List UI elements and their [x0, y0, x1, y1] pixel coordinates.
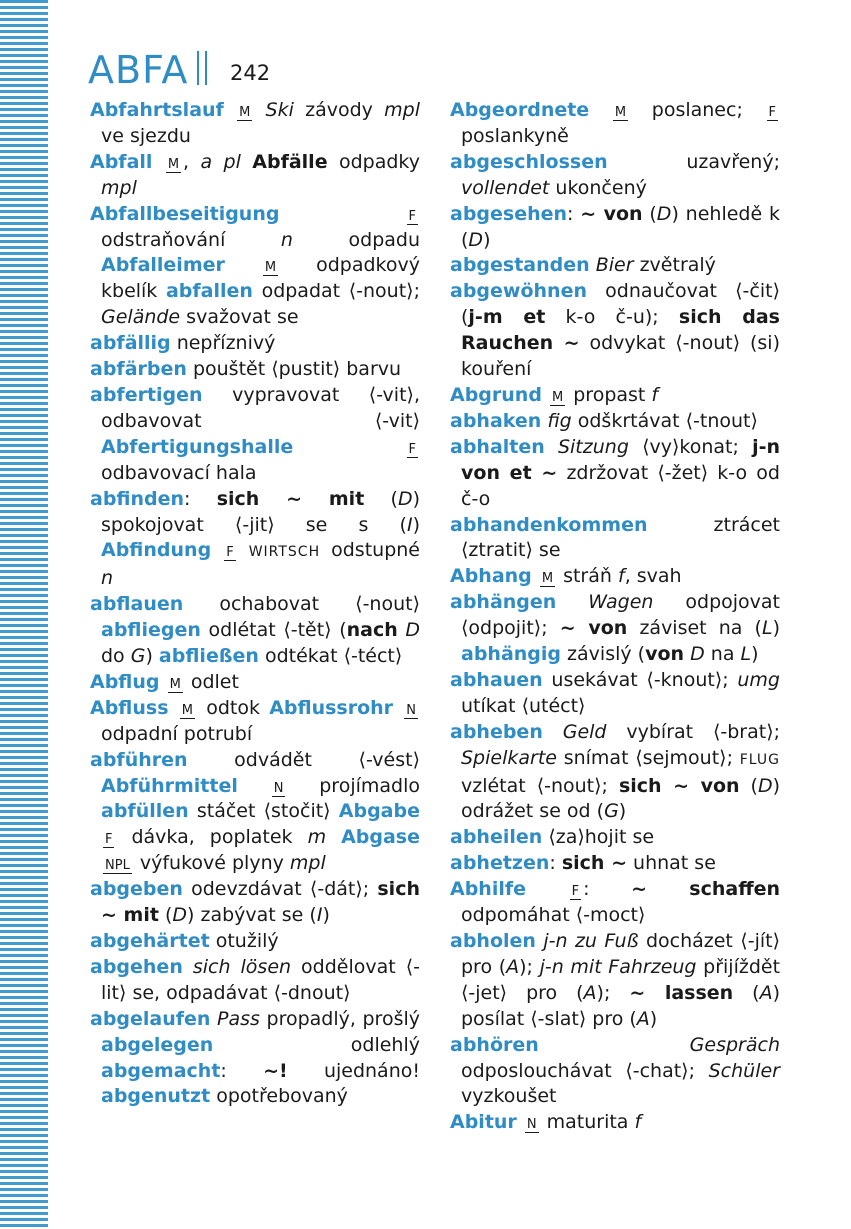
- entry-text: poslankyně: [461, 124, 569, 147]
- headword: abgeben: [90, 878, 183, 901]
- dictionary-entry: [90, 357, 420, 383]
- dictionary-entry: [90, 955, 420, 1007]
- gender-box: F: [408, 441, 416, 457]
- headword: abführen: [90, 748, 188, 771]
- dictionary-entry: [90, 929, 420, 955]
- entry-text: přijíždět ⟨-jet⟩ pro (: [461, 955, 781, 1004]
- entry-text: k-o č-u);: [545, 306, 679, 329]
- entry-text: odlétat ⟨-tět⟩ (: [200, 619, 347, 642]
- bold-phrase: sich ~ von: [618, 774, 740, 797]
- left-column: [90, 98, 420, 1110]
- entry-text: [293, 436, 404, 458]
- headword: abfüllen: [101, 800, 189, 823]
- bold-phrase: ~ von: [559, 617, 628, 640]
- entry-text: :: [583, 878, 632, 901]
- italic-text: Sitzung: [557, 435, 629, 458]
- page-number: 242: [230, 61, 271, 85]
- entry-text: ) zabývat se (: [187, 904, 317, 927]
- gender-box: F: [571, 884, 580, 900]
- entry-text: vypravovat ⟨-vit⟩, odbavovat ⟨-vit⟩: [101, 383, 420, 432]
- entry-text: poslanec;: [630, 99, 765, 121]
- entry-text: výfukové plyny: [133, 852, 290, 875]
- italic-text: f: [651, 383, 659, 406]
- dictionary-entry: [90, 487, 420, 593]
- entry-text: [211, 539, 222, 561]
- italic-text: D: [468, 228, 484, 251]
- headword: abfinden: [90, 487, 185, 510]
- headword: abgehen: [90, 955, 183, 978]
- entry-text: vzlétat ⟨-nout⟩;: [461, 774, 619, 797]
- headword: abhaken: [450, 409, 542, 432]
- italic-text: I: [316, 904, 323, 927]
- bold-phrase: sich das Rauchen ~: [461, 306, 780, 355]
- entry-text: (: [733, 981, 760, 1004]
- entry-text: [225, 254, 261, 276]
- entry-text: [326, 826, 341, 848]
- gender-box: M: [614, 105, 627, 120]
- headword: abhängig: [461, 643, 562, 666]
- headword: Abflug: [90, 670, 160, 693]
- italic-text: m: [307, 826, 327, 849]
- dictionary-entry: [450, 1110, 780, 1136]
- entry-text: opotřebovaný: [210, 1085, 348, 1108]
- italic-text: Gelände: [101, 306, 181, 329]
- headword: Abhang: [450, 565, 532, 588]
- dictionary-entry: [450, 929, 780, 1033]
- dictionary-entry: [90, 98, 420, 150]
- headword: Abfalleimer: [101, 254, 225, 277]
- italic-text: Wagen: [588, 591, 654, 614]
- entry-text: [183, 956, 193, 978]
- entry-text: ) spokojovat ⟨-jit⟩ se s (: [101, 487, 421, 536]
- headword: abgehärtet: [90, 930, 210, 952]
- italic-text: Ski: [265, 99, 294, 121]
- entry-text: odposlouchávat ⟨-chat⟩;: [461, 1059, 709, 1082]
- italic-text: D: [757, 774, 773, 797]
- entry-text: (: [158, 904, 173, 927]
- entry-text: ) posílat ⟨-slat⟩ pro (: [461, 981, 780, 1030]
- italic-text: mpl: [384, 99, 421, 121]
- entry-text: projímadlo: [287, 774, 421, 797]
- italic-text: Spielkarte: [461, 746, 557, 769]
- bold-phrase: sich ~: [561, 852, 627, 875]
- bold-phrase: ~ lassen: [629, 981, 734, 1004]
- italic-text: G: [130, 645, 146, 668]
- gender-box: N: [406, 702, 416, 718]
- headword: abgenutzt: [101, 1085, 211, 1108]
- headword: Abfahrtslauf: [90, 99, 224, 121]
- entry-text: (: [739, 774, 758, 797]
- entry-text: snímat ⟨sejmout⟩;: [556, 746, 740, 769]
- entry-text: ): [649, 1007, 658, 1030]
- headword: Abhilfe: [450, 878, 527, 901]
- italic-text: A: [583, 981, 597, 1004]
- entry-text: pouštět ⟨pustit⟩ barvu: [186, 358, 402, 381]
- dictionary-entry: [450, 564, 780, 590]
- entry-text: ): [618, 800, 627, 823]
- entry-text: odpomáhat ⟨-moct⟩: [461, 904, 646, 927]
- entry-text: [393, 697, 402, 719]
- entry-text: propast: [567, 383, 652, 406]
- dictionary-entry: [450, 202, 780, 254]
- entry-text: odvykat ⟨-nout⟩ (si) kouření: [461, 332, 780, 381]
- headword: abhalten: [450, 435, 545, 458]
- dictionary-entry: [450, 409, 780, 435]
- entry-text: [543, 721, 563, 743]
- gender-box: N: [526, 1117, 537, 1133]
- gender-box: M: [167, 156, 180, 172]
- italic-text: Schüler: [708, 1059, 780, 1082]
- entry-text: (: [642, 202, 657, 225]
- headword: abheben: [450, 720, 543, 743]
- italic-text: mpl: [101, 176, 137, 199]
- italic-text: vollendet: [461, 176, 550, 199]
- dictionary-entry: [90, 383, 420, 487]
- gender-box: M: [264, 260, 277, 276]
- headword: abfliegen: [101, 619, 201, 642]
- headword: Abflussrohr: [269, 696, 394, 719]
- headword: abhören: [450, 1033, 539, 1056]
- entry-text: odstraňování: [101, 228, 281, 251]
- entry-text: :: [567, 202, 581, 225]
- bold-phrase: sich ~ mit: [101, 878, 420, 927]
- entry-text: :: [220, 1059, 264, 1082]
- entry-text: (: [364, 487, 398, 510]
- dictionary-entry: [90, 150, 420, 202]
- entry-text: ) nehledě k (: [461, 202, 780, 251]
- dictionary-entry: [450, 877, 780, 929]
- entry-text: odpadkový kbelík: [101, 254, 420, 303]
- headword: abhetzen: [450, 852, 550, 875]
- dictionary-entry: [450, 150, 780, 202]
- entry-text: [556, 591, 588, 613]
- entry-text: odpadat ⟨-nout⟩;: [252, 280, 420, 303]
- italic-text: n: [280, 228, 293, 251]
- entry-text: [532, 565, 538, 587]
- bold-phrase: Abfälle: [252, 150, 328, 173]
- entry-text: uhnat se: [627, 852, 716, 875]
- headword: Abfallbeseitigung: [90, 202, 280, 225]
- entry-text: [238, 539, 249, 561]
- entry-text: [238, 775, 270, 797]
- italic-text: G: [604, 800, 619, 823]
- dictionary-entry: [90, 670, 420, 696]
- entry-text: odbavovací hala: [101, 461, 257, 484]
- entry-text: ujednáno!: [287, 1059, 420, 1082]
- headword: abfließen: [158, 645, 259, 668]
- bold-phrase: j-n von et ~: [461, 435, 780, 484]
- bold-phrase: ~!: [263, 1059, 288, 1082]
- entry-text: odpadky: [327, 150, 421, 173]
- entry-text: odpadu: [292, 228, 421, 251]
- bold-phrase: von: [645, 643, 685, 666]
- italic-text: fig: [547, 409, 572, 432]
- entry-text: odnaučovat ⟨-čit⟩ (: [461, 280, 780, 329]
- headword: abhauen: [450, 668, 543, 691]
- running-head-word: ABFA: [88, 48, 189, 92]
- gender-box: M: [541, 571, 554, 587]
- headword: abgelaufen: [90, 1007, 211, 1030]
- italic-text: j-n mit Fahrzeug: [539, 955, 697, 978]
- italic-text: D: [172, 904, 188, 927]
- entry-text: [169, 697, 178, 719]
- dictionary-entry: [450, 825, 780, 851]
- headword: Abfluss: [90, 696, 169, 719]
- bold-phrase: ~ von: [580, 202, 643, 225]
- gender-box: NPL: [105, 858, 130, 874]
- entry-text: odškrtávat ⟨-tnout⟩: [571, 409, 758, 432]
- entry-text: záviset na (: [627, 617, 762, 640]
- headword: abgestanden: [450, 254, 590, 277]
- headword: abgelegen: [101, 1033, 214, 1056]
- italic-text: L: [761, 617, 773, 640]
- headword: Abgeordnete: [450, 99, 590, 121]
- entry-text: ): [322, 904, 330, 927]
- headword: Abfertigungshalle: [101, 435, 294, 458]
- entry-text: odstupné: [320, 539, 420, 562]
- entry-text: ,: [183, 150, 201, 173]
- headword: abgemacht: [101, 1059, 221, 1082]
- headword: abhängen: [450, 591, 557, 614]
- entry-text: [526, 878, 568, 900]
- subject-label: WIRTSCH: [248, 544, 321, 561]
- gender-box: M: [181, 702, 193, 718]
- entry-text: nepříznivý: [170, 332, 276, 355]
- italic-text: L: [740, 643, 752, 666]
- dictionary-entry: [450, 383, 780, 409]
- dictionary-entry: [90, 331, 420, 357]
- italic-text: Pass: [217, 1007, 260, 1030]
- entry-text: vybírat ⟨-brat⟩;: [606, 720, 781, 743]
- headword: Abitur: [450, 1111, 517, 1134]
- headword: abgewöhnen: [450, 280, 587, 303]
- entry-text: ukončený: [549, 176, 647, 199]
- entry-text: [160, 671, 166, 693]
- italic-text: f: [617, 565, 625, 588]
- dictionary-entry: [90, 748, 420, 878]
- gender-box: F: [408, 208, 416, 224]
- entry-text: stáčet ⟨stočit⟩: [188, 800, 339, 823]
- entry-text: ⟨vy⟩konat;: [628, 435, 753, 458]
- gender-box: F: [768, 105, 776, 120]
- dictionary-entry: [450, 98, 780, 150]
- dictionary-entry: [450, 513, 780, 565]
- entry-text: ) odrážet se od (: [461, 774, 780, 823]
- italic-text: Bier: [595, 254, 634, 277]
- dictionary-entry: [450, 435, 780, 513]
- entry-text: [539, 1034, 690, 1056]
- italic-text: f: [634, 1111, 642, 1134]
- entry-text: dávka, poplatek: [116, 826, 308, 849]
- headword: abfärben: [90, 358, 187, 381]
- entry-text: odvádět ⟨-vést⟩: [187, 748, 420, 771]
- entry-text: maturita: [540, 1111, 635, 1134]
- gender-box: M: [551, 389, 564, 405]
- gender-box: F: [105, 832, 113, 848]
- gender-box: M: [239, 105, 251, 120]
- headword: abfertigen: [90, 383, 203, 406]
- entry-text: odlehlý: [213, 1033, 420, 1056]
- dictionary-entry: [450, 720, 780, 826]
- entry-text: :: [184, 487, 217, 510]
- right-column: [450, 98, 780, 1136]
- dictionary-entry: [90, 592, 420, 670]
- dictionary-entry: [90, 877, 420, 929]
- entry-text: závody: [293, 99, 385, 121]
- entry-text: [254, 99, 265, 121]
- italic-text: Gespräch: [689, 1033, 780, 1056]
- entry-text: stráň: [557, 565, 618, 588]
- headword: abfällig: [90, 332, 171, 355]
- entry-text: odlet: [184, 670, 239, 693]
- entry-text: );: [519, 955, 540, 978]
- entry-text: závislý (: [561, 643, 646, 666]
- bold-phrase: j-m et: [468, 306, 546, 329]
- italic-text: D: [690, 643, 705, 666]
- entry-text: vyzkoušet: [461, 1085, 557, 1108]
- entry-text: odtékat ⟨-téct⟩: [258, 645, 403, 668]
- entry-text: [545, 436, 558, 458]
- entry-text: [589, 99, 611, 121]
- entry-text: docházet ⟨-jít⟩ pro (: [461, 930, 780, 978]
- double-bar-separator: [197, 51, 207, 85]
- dictionary-entry: [450, 279, 780, 383]
- headword: abgeschlossen: [450, 150, 608, 173]
- dictionary-entry: [450, 668, 780, 720]
- subject-label: FLUG: [739, 751, 780, 768]
- entry-text: uzavřený;: [607, 150, 780, 173]
- dictionary-entry: [90, 1007, 420, 1111]
- italic-text: Geld: [562, 720, 607, 743]
- entry-text: odtok: [196, 696, 270, 719]
- entry-text: :: [549, 852, 562, 875]
- italic-text: sich lösen: [192, 955, 292, 978]
- gender-box: F: [226, 545, 234, 561]
- entry-text: usekávat ⟨-knout⟩;: [542, 668, 738, 691]
- headword: abflauen: [90, 593, 184, 616]
- italic-text: A: [506, 955, 520, 978]
- entry-text: otužilý: [209, 930, 279, 952]
- decorative-stripe-band: [0, 0, 48, 1229]
- dictionary-entry: [90, 696, 420, 748]
- dictionary-entry: [90, 202, 420, 332]
- entry-text: [241, 151, 252, 173]
- gender-box: M: [169, 676, 181, 692]
- entry-text: ): [483, 228, 491, 251]
- headword: abholen: [450, 930, 536, 952]
- italic-text: D: [656, 202, 672, 225]
- italic-text: a pl: [200, 150, 241, 173]
- entry-text: oddělovat ⟨-lit⟩ se, odpadávat ⟨-dnout⟩: [101, 955, 420, 1004]
- italic-text: j-n zu Fuß: [543, 930, 639, 952]
- bold-phrase: sich ~ mit: [216, 487, 365, 510]
- italic-text: I: [406, 513, 413, 536]
- entry-text: ztrácet ⟨ztratit⟩ se: [461, 513, 780, 562]
- entry-text: ve sjezdu: [101, 124, 191, 147]
- entry-text: [542, 384, 548, 406]
- entry-text: [517, 1111, 523, 1133]
- italic-text: A: [636, 1007, 650, 1030]
- entry-text: [152, 151, 163, 173]
- gender-box: N: [273, 780, 284, 796]
- entry-text: do: [101, 645, 131, 668]
- entry-text: );: [596, 981, 630, 1004]
- entry-text: ): [145, 645, 159, 668]
- headword: Abfindung: [101, 539, 212, 562]
- headword: Abführmittel: [101, 774, 238, 797]
- headword: abhandenkommen: [450, 513, 648, 536]
- dictionary-entry: [450, 851, 780, 877]
- entry-text: zvětralý: [633, 254, 716, 277]
- italic-text: A: [759, 981, 773, 1004]
- headword: abgesehen: [450, 202, 568, 225]
- bold-phrase: nach: [346, 619, 398, 642]
- entry-text: ⟨za⟩hojit se: [542, 826, 655, 849]
- italic-text: umg: [737, 668, 780, 691]
- headword: abfallen: [165, 280, 253, 303]
- italic-text: n: [101, 567, 114, 590]
- italic-text: D: [405, 619, 420, 642]
- entry-text: , svah: [624, 565, 682, 588]
- entry-text: [279, 203, 404, 225]
- entry-text: ochabovat ⟨-nout⟩: [183, 593, 420, 616]
- entry-text: odpadní potrubí: [101, 722, 253, 745]
- headword: Abfall: [90, 150, 153, 173]
- italic-text: mpl: [289, 852, 326, 875]
- entry-text: [224, 99, 235, 121]
- entry-text: zdržovat ⟨-žet⟩ k-o od č-o: [461, 461, 780, 510]
- entry-text: propadlý, prošlý: [259, 1007, 420, 1030]
- headword: Abgrund: [450, 383, 542, 406]
- bold-phrase: ~ schaffen: [631, 878, 780, 901]
- dictionary-entry: [450, 590, 780, 668]
- headword: Abgabe: [338, 800, 420, 823]
- entry-text: utíkat ⟨utéct⟩: [461, 694, 586, 717]
- entry-text: na: [704, 643, 741, 666]
- dictionary-entry: [450, 253, 780, 279]
- entry-text: odevzdávat ⟨-dát⟩;: [182, 878, 378, 901]
- headword: Abgase: [341, 826, 421, 849]
- headword: abheilen: [450, 826, 543, 849]
- entry-text: svažovat se: [180, 306, 299, 329]
- entry-text: ): [772, 617, 780, 640]
- entry-text: ): [751, 643, 759, 666]
- italic-text: D: [397, 487, 413, 510]
- entry-text: ): [412, 513, 420, 536]
- dictionary-entry: [450, 1033, 780, 1111]
- entry-text: odpojovat ⟨odpojit⟩;: [461, 591, 781, 640]
